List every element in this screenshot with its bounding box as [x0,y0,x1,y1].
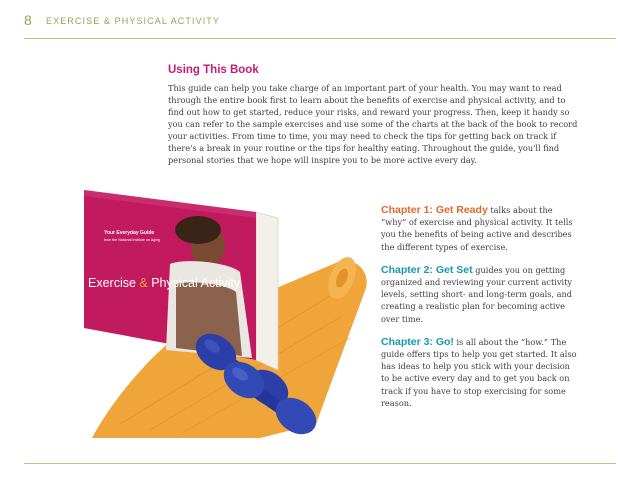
page-header [0,0,638,44]
book-illustration [84,190,278,370]
cover-small-title: Your Everyday Guide [104,230,155,236]
chapter-2-title: Chapter 2: Get Set [381,263,473,276]
cover-title-ampersand: & [139,276,148,290]
header-divider [24,38,616,39]
chapter-3-text: is all about the “how.” The guide offers tips to help you get started. It also has ideas to help you stick with your decision to be active every day and to get you back on track if you have to stop exercising for some reason. [381,336,577,408]
intro-paragraph: This guide can help you take charge of an important part of your health. You may want to read through the entire book first to learn about the benefits of exercise and physical activity, and to find out how to get started, reduce your risks, and reward your progress. Then, keep it handy so you can refer to the sample exercises and use some of the charts at the back of the book to record your activities. From time to time, you may need to check the tips for getting back on track if there's a break in your routine or the tips for healthy eating. Throughout the guide, you'll find personal stories that we hope will inspire you to be more active every day. [168,83,578,165]
chapter-2-text: guides you on getting organized and reviewing your current activity levels, setting short- and long-term goals, and creating a realistic plan for becoming active over time. [381,264,573,324]
chapter-1-summary [381,204,577,253]
cover-title [88,276,241,290]
footer-divider [24,463,616,464]
book-mat-dumbbell-illustration [80,176,370,440]
cover-title-part2: Physical Activity [147,276,241,290]
chapter-1-text: talks about the “why” of exercise and physical activity. It tells you the benefits of being active and describes the different types of exercise. [381,205,573,252]
chapter-summaries [381,204,577,420]
chapter-1-title: Chapter 1: Get Ready [381,204,488,216]
page-number: 8 [24,12,32,28]
chapter-3-title: Chapter 3: Go! [381,335,454,348]
cover-title-part1: Exercise [88,276,140,290]
running-header-title: EXERCISE & PHYSICAL ACTIVITY [46,16,221,26]
chapter-2-summary [381,264,577,325]
cover-small-subtitle: from the National Institute on Aging [104,238,160,242]
section-heading: Using This Book [168,64,259,76]
chapter-3-summary [381,336,577,409]
